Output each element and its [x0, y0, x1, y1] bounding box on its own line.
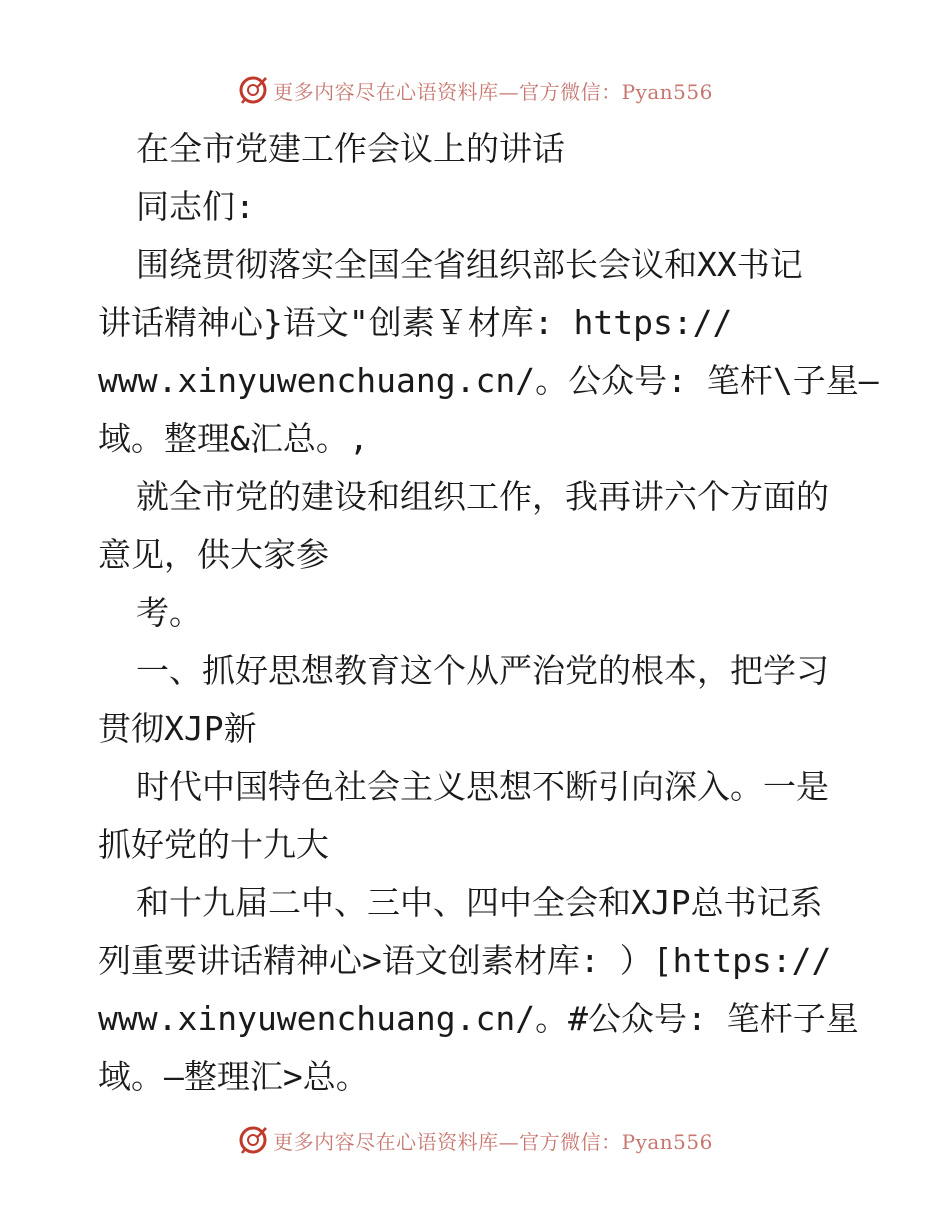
- header-watermark-banner: [0, 70, 950, 110]
- text-line: 列重要讲话精神心>语文创素材库: ）[https://: [98, 941, 832, 980]
- text-line: www.xinyuwenchuang.cn/。#公众号: 笔杆子星: [98, 999, 859, 1038]
- text-line: 域。整理&汇总。,: [98, 419, 369, 458]
- text-line: 和十九届二中、三中、四中全会和XJP总书记系: [136, 883, 823, 922]
- document-body: [98, 120, 879, 1106]
- text-line: 考。: [136, 593, 202, 632]
- footer-watermark-banner: [0, 1120, 950, 1160]
- text-line: 贯彻XJP新: [98, 709, 257, 748]
- salutation: 同志们:: [136, 187, 255, 226]
- text-line: 就全市党的建设和组织工作，我再讲六个方面的: [136, 477, 829, 516]
- watermark-text: 更多内容尽在心语资料库—官方微信：Pyan556: [273, 79, 713, 104]
- section-heading-line: 一、抓好思想教育这个从严治党的根本，把学习: [136, 651, 829, 690]
- text-line: 围绕贯彻落实全国全省组织部长会议和XX书记: [136, 245, 803, 284]
- text-line: 时代中国特色社会主义思想不断引向深入。一是: [136, 767, 829, 806]
- text-line: 意见，供大家参: [98, 535, 329, 574]
- text-line: 域。—整理汇>总。: [98, 1057, 369, 1096]
- pen-logo-icon: [237, 74, 269, 106]
- text-line: 讲话精神心}语文"创素￥材库: https://: [98, 303, 733, 342]
- watermark-text: 更多内容尽在心语资料库—官方微信：Pyan556: [273, 1129, 713, 1154]
- text-line: www.xinyuwenchuang.cn/。公众号: 笔杆\子星—: [98, 361, 879, 400]
- document-title: 在全市党建工作会议上的讲话: [136, 129, 565, 168]
- pen-logo-icon: [237, 1124, 269, 1156]
- text-line: 抓好党的十九大: [98, 825, 329, 864]
